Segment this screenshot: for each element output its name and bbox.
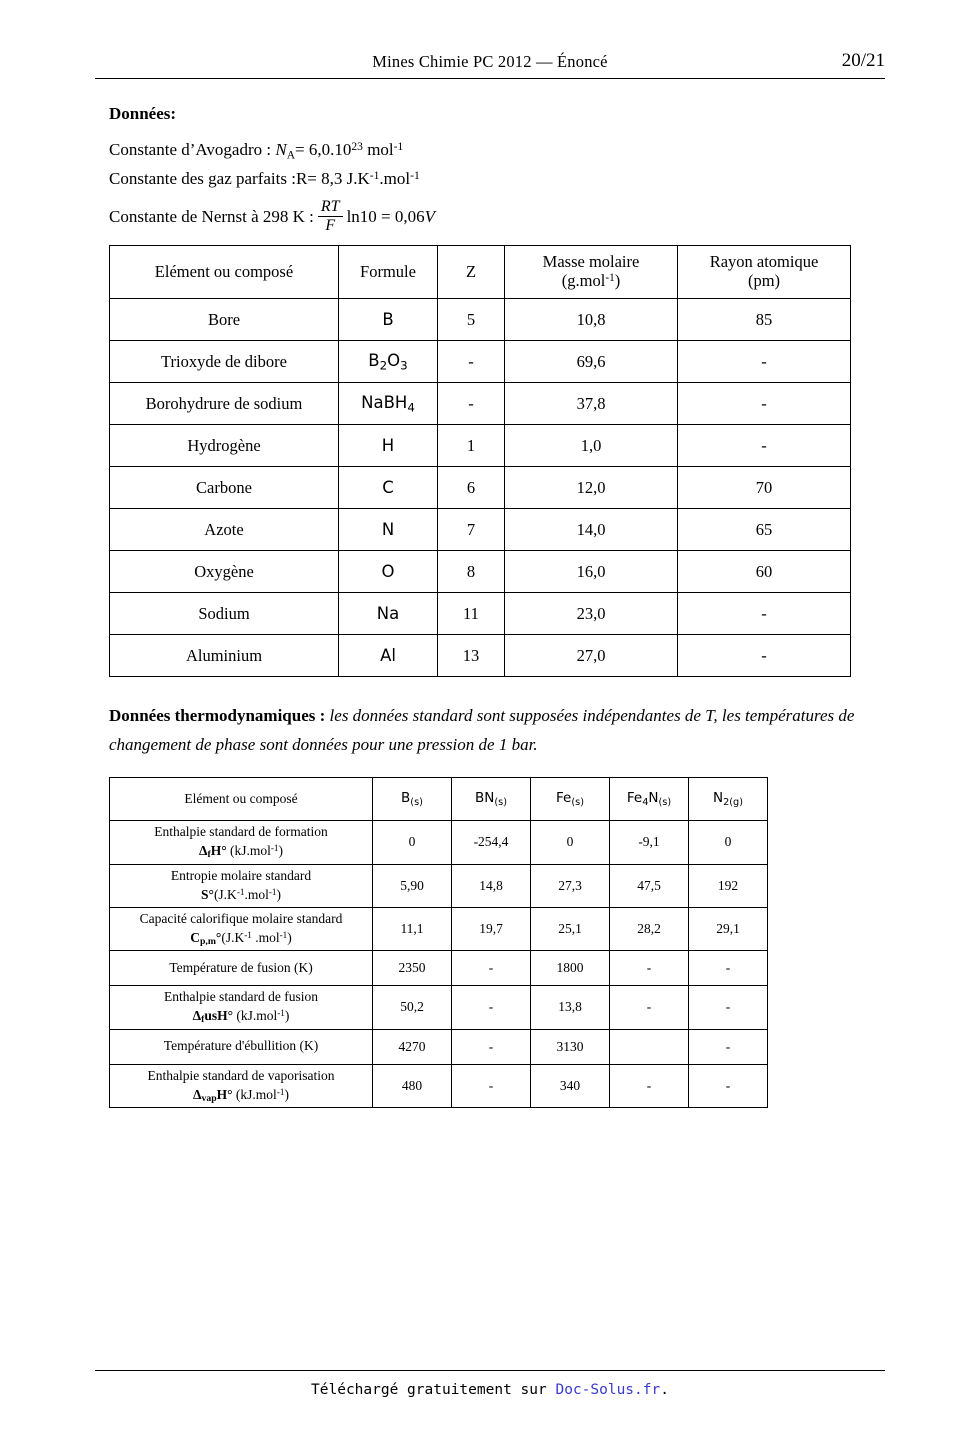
th-masse-molaire-unit: (g.mol$^{-1}$) <box>561 271 621 291</box>
table-row <box>110 593 851 635</box>
cell-masse-molaire: 69,6 <box>505 341 678 383</box>
cell-thermo-value: 5,90 <box>373 864 452 907</box>
cell-masse-molaire: 16,0 <box>505 551 678 593</box>
document-body <box>109 104 869 1108</box>
cell-element: Trioxyde de dibore <box>110 341 339 383</box>
cell-thermo-value: 192 <box>689 864 768 907</box>
cell-rayon-atomique: - <box>678 425 851 467</box>
cell-z: 8 <box>438 551 505 593</box>
cell-masse-molaire: 37,8 <box>505 383 678 425</box>
cell-element: Sodium <box>110 593 339 635</box>
cell-z: 5 <box>438 299 505 341</box>
cell-element: Hydrogène <box>110 425 339 467</box>
avogadro-exponent: 23 <box>351 140 363 153</box>
gas-constant-exp2: -1 <box>410 169 420 183</box>
cell-formula: C <box>339 467 438 509</box>
cell-masse-molaire: 23,0 <box>505 593 678 635</box>
cell-thermo-label: Enthalpie standard de vaporisation ΔvapH° (kJ.mol$^{-1}$) <box>110 1064 373 1108</box>
elements-table-body <box>110 299 851 677</box>
gas-constant-mid: .mol <box>379 169 411 189</box>
nernst-constant-line <box>109 199 869 236</box>
cell-formula: N <box>339 509 438 551</box>
cell-thermo-value: 1800 <box>531 951 610 986</box>
cell-masse-molaire: 12,0 <box>505 467 678 509</box>
thermo-table-row <box>110 951 768 986</box>
cell-z: 11 <box>438 593 505 635</box>
header-divider <box>95 78 885 79</box>
cell-thermo-value: - <box>452 1029 531 1064</box>
th-masse-molaire <box>505 246 678 299</box>
footer-text-before: Téléchargé gratuitement sur <box>311 1382 556 1398</box>
cell-thermo-value: 0 <box>373 821 452 865</box>
table-row <box>110 635 851 677</box>
th-thermo-species: $BN_{(s)}$ <box>452 778 531 821</box>
cell-rayon-atomique: - <box>678 593 851 635</box>
cell-z: 7 <box>438 509 505 551</box>
th-rayon-atomique-unit: (pm) <box>747 271 781 291</box>
cell-z: 1 <box>438 425 505 467</box>
footer-text-after: . <box>660 1382 669 1398</box>
cell-rayon-atomique: - <box>678 383 851 425</box>
cell-thermo-value: 27,3 <box>531 864 610 907</box>
cell-thermo-value: -254,4 <box>452 821 531 865</box>
cell-thermo-value: - <box>689 1064 768 1108</box>
cell-formula: $B_2O_3$ <box>339 341 438 383</box>
cell-thermo-value: 28,2 <box>610 907 689 951</box>
table-row <box>110 467 851 509</box>
th-rayon-atomique <box>678 246 851 299</box>
nernst-denominator: F <box>325 217 336 235</box>
cell-thermo-value: 25,1 <box>531 907 610 951</box>
th-thermo-species: $Fe_4N_{(s)}$ <box>610 778 689 821</box>
cell-element: Carbone <box>110 467 339 509</box>
nernst-unit: V <box>424 206 436 226</box>
cell-rayon-atomique: - <box>678 635 851 677</box>
header-title: Mines Chimie PC 2012 — Énoncé <box>372 52 608 71</box>
cell-z: - <box>438 383 505 425</box>
cell-rayon-atomique: 85 <box>678 299 851 341</box>
cell-masse-molaire: 27,0 <box>505 635 678 677</box>
avogadro-value: = 6,0.10 <box>295 140 352 160</box>
th-masse-molaire-main: Masse molaire <box>542 252 640 272</box>
table-row <box>110 551 851 593</box>
thermo-table-row <box>110 986 768 1030</box>
thermo-intro-bold: Données thermodynamiques : <box>109 706 330 726</box>
page-header <box>95 52 885 72</box>
table-header-row <box>110 246 851 299</box>
cell-rayon-atomique: 65 <box>678 509 851 551</box>
cell-z: - <box>438 341 505 383</box>
doc-solus-link[interactable]: Doc-Solus.fr <box>555 1382 661 1398</box>
cell-formula: NaBH$_4$ <box>339 383 438 425</box>
cell-rayon-atomique: 60 <box>678 551 851 593</box>
cell-element: Bore <box>110 299 339 341</box>
cell-element: Borohydrure de sodium <box>110 383 339 425</box>
cell-thermo-value: 19,7 <box>452 907 531 951</box>
cell-z: 6 <box>438 467 505 509</box>
nernst-expression: ln10 = 0,06 <box>346 206 425 226</box>
gas-constant-line <box>109 165 869 189</box>
cell-thermo-label: Enthalpie standard de fusion ΔfusH° (kJ.mol$^{-1}$) <box>110 986 373 1030</box>
th-formule: Formule <box>339 246 438 299</box>
cell-element: Aluminium <box>110 635 339 677</box>
cell-thermo-label: Capacité calorifique molaire standard $Cp,m^\circ(J.K^{-1}$ .mol$^{-1}$) <box>110 907 373 951</box>
table-row <box>110 383 851 425</box>
cell-thermo-value: - <box>610 1064 689 1108</box>
thermo-table-row <box>110 1064 768 1108</box>
th-rayon-atomique-main: Rayon atomique <box>709 252 819 272</box>
cell-thermo-value: 13,8 <box>531 986 610 1030</box>
avogadro-unit-exponent: -1 <box>393 140 404 153</box>
cell-formula: O <box>339 551 438 593</box>
thermo-table-row <box>110 821 768 865</box>
avogadro-constant-line <box>109 136 869 165</box>
cell-formula: Al <box>339 635 438 677</box>
cell-thermo-value: 480 <box>373 1064 452 1108</box>
cell-thermo-value: 29,1 <box>689 907 768 951</box>
cell-z: 13 <box>438 635 505 677</box>
gas-constant-label: Constante des gaz parfaits :R= 8,3 J.K <box>109 169 370 189</box>
thermo-table-row <box>110 864 768 907</box>
cell-thermo-value: 47,5 <box>610 864 689 907</box>
cell-thermo-value: - <box>610 986 689 1030</box>
nernst-fraction <box>318 199 343 236</box>
th-thermo-element: Elément ou composé <box>110 778 373 821</box>
gas-constant-exp1: -1 <box>369 169 380 183</box>
cell-thermo-value: 4270 <box>373 1029 452 1064</box>
cell-thermo-value: -9,1 <box>610 821 689 865</box>
nernst-label: Constante de Nernst à 298 K : <box>109 206 314 226</box>
avogadro-symbol-sub: A <box>286 148 296 162</box>
elements-table <box>109 245 851 677</box>
cell-rayon-atomique: - <box>678 341 851 383</box>
cell-thermo-value: 11,1 <box>373 907 452 951</box>
cell-thermo-value: 340 <box>531 1064 610 1108</box>
table-row <box>110 341 851 383</box>
th-thermo-species: $N_{2(g)}$ <box>689 778 768 821</box>
cell-thermo-value: - <box>689 1029 768 1064</box>
donnees-heading: Données: <box>109 104 177 123</box>
cell-thermo-value: 3130 <box>531 1029 610 1064</box>
th-thermo-species: $Fe_{(s)}$ <box>531 778 610 821</box>
cell-thermo-label: Température d'ébullition (K) <box>110 1029 373 1064</box>
table-row <box>110 425 851 467</box>
avogadro-label: Constante d’Avogadro : <box>109 140 276 160</box>
footer-divider <box>95 1370 885 1371</box>
cell-thermo-value: - <box>610 951 689 986</box>
cell-thermo-value: 14,8 <box>452 864 531 907</box>
avogadro-unit: mol <box>362 140 394 160</box>
thermo-table-header-row <box>110 778 768 821</box>
cell-thermo-label: Enthalpie standard de formation ΔfH° (kJ.mol$^{-1}$) <box>110 821 373 865</box>
cell-thermo-value: - <box>452 951 531 986</box>
th-thermo-species: $B_{(s)}$ <box>373 778 452 821</box>
cell-thermo-value: 2350 <box>373 951 452 986</box>
cell-thermo-value: - <box>452 986 531 1030</box>
thermo-intro-italic: les données standard sont supposées indépendantes de T, les températures de changement de phase sont données pour une pression de 1 bar. <box>109 706 855 755</box>
th-z: Z <box>438 246 505 299</box>
thermodynamic-table <box>109 777 768 1108</box>
cell-thermo-value: 50,2 <box>373 986 452 1030</box>
table-row <box>110 299 851 341</box>
table-row <box>110 509 851 551</box>
cell-masse-molaire: 14,0 <box>505 509 678 551</box>
cell-formula: H <box>339 425 438 467</box>
cell-thermo-value <box>610 1029 689 1064</box>
thermo-table-row <box>110 1029 768 1064</box>
cell-thermo-value: - <box>689 951 768 986</box>
cell-thermo-value: 0 <box>531 821 610 865</box>
page-footer <box>0 1382 980 1398</box>
cell-element: Oxygène <box>110 551 339 593</box>
thermo-table-body <box>110 821 768 1108</box>
cell-thermo-label: Température de fusion (K) <box>110 951 373 986</box>
cell-thermo-value: 0 <box>689 821 768 865</box>
avogadro-symbol: N <box>275 140 287 160</box>
header-page-number: 20/21 <box>841 50 885 71</box>
thermo-table-row <box>110 907 768 951</box>
th-element: Elément ou composé <box>110 246 339 299</box>
cell-thermo-value: - <box>452 1064 531 1108</box>
cell-thermo-value: - <box>689 986 768 1030</box>
cell-masse-molaire: 10,8 <box>505 299 678 341</box>
thermo-intro <box>109 701 861 759</box>
cell-formula: Na <box>339 593 438 635</box>
cell-formula: B <box>339 299 438 341</box>
nernst-numerator: RT <box>320 197 340 215</box>
cell-element: Azote <box>110 509 339 551</box>
cell-masse-molaire: 1,0 <box>505 425 678 467</box>
cell-thermo-label: Entropie molaire standard $S^\circ(J.K^{-1}.mol^{-1})$ <box>110 864 373 907</box>
cell-rayon-atomique: 70 <box>678 467 851 509</box>
